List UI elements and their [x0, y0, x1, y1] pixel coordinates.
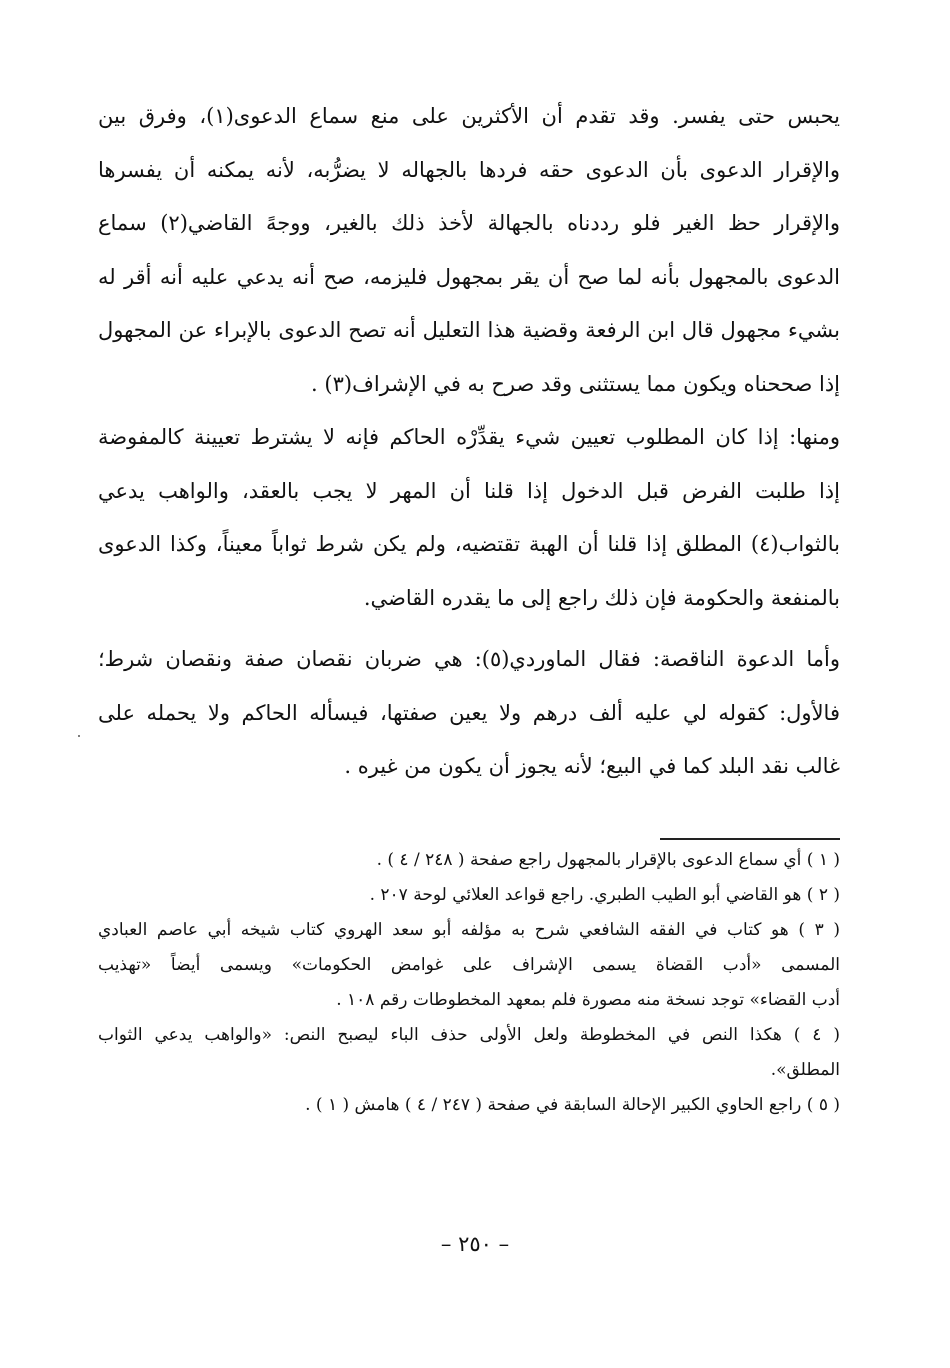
footnote-line: ( ٣ ) هو كتاب في الفقه الشافعي شرح به مؤلفه أبو سعد الهروي كتاب شيخه أبي عاصم العبادي	[98, 920, 840, 940]
footnote-separator	[660, 838, 840, 840]
text-line: غالب نقد البلد كما في البيع؛ لأنه يجوز أن يكون من غيره .	[344, 754, 840, 778]
paragraph-3	[98, 633, 840, 794]
scan-speck	[78, 735, 80, 737]
text-line: ومنها: إذا كان المطلوب تعيين شيء يقدِّرْه الحاكم فإنه لا يشترط تعيينة كالمفوضة	[98, 425, 840, 449]
footnote-line: ( ٤ ) هكذا النص في المخطوطة ولعل الأولى حذف الباء ليصبح النص: «والواهب يدعي الثواب	[98, 1025, 840, 1045]
text-line: إذا صححناه ويكون مما يستثنى وقد صرح به في الإشراف(٣) .	[311, 371, 840, 396]
page-number: – ٢٥٠ –	[440, 1232, 510, 1256]
paragraph-1	[98, 90, 840, 411]
text-line: يحبس حتى يفسر. وقد تقدم أن الأكثرين على منع سماع الدعوى(١)، وفرق بين	[98, 104, 840, 128]
footnote-line: ( ٥ ) راجع الحاوي الكبير الإحالة السابقة في صفحة ( ٢٤٧ / ٤ ) هامش ( ١ ) .	[305, 1095, 840, 1115]
text-line: الدعوى بالمجهول بأنه لما صح أن يقر بمجهول فليزمه، صح أنه يدعي عليه أنه أقر له	[98, 264, 840, 289]
footnote-line: أدب القضاء» توجد نسخة منه مصورة فلم بمعهد المخطوطات رقم ١٠٨ .	[336, 990, 840, 1010]
footnote-line: ( ١ ) أي سماع الدعوى بالإقرار بالمجهول راجع صفحة ( ٢٤٨ / ٤ ) .	[376, 850, 840, 870]
paragraph-2	[98, 411, 840, 625]
footnote-line: المطلق».	[770, 1060, 840, 1080]
text-line: بالمنفعة والحكومة فإن ذلك راجع إلى ما يقدره القاضي.	[363, 585, 840, 610]
footnote-2	[98, 878, 840, 913]
text-line: والإقرار الدعوى بأن الدعوى حقه فردها بالجهاله لا يضرُّبه، لأنه يمكنه أن يفسرها	[98, 157, 840, 182]
text-line: إذا طلبت الفرض قبل الدخول إذا قلنا أن المهر لا يجب بالعقد، والواهب يدعي	[98, 478, 840, 503]
footnote-3	[98, 913, 840, 1018]
text-line: والإقرار حظ الغير فلو رددناه بالجهالة لأخذ ذلك بالغير، ووجهً القاضي(٢) سماع	[98, 211, 840, 235]
footnotes	[98, 843, 840, 1123]
text-line: بالثواب(٤) المطلق إذا قلنا أن الهبة تقتضيه، ولم يكن شرط ثواباً معيناً، وكذا الدعوى	[98, 532, 840, 556]
text-line: بشيء مجهول قال ابن الرفعة وقضية هذا التعليل أنه تصح الدعوى بالإبراء عن المجهول	[98, 318, 840, 342]
footnote-line: المسمى «أدب القضاة يسمى الإشراف على غوامض الحكومات» ويسمى أيضاً «تهذيب	[98, 955, 840, 975]
footnote-1	[98, 843, 840, 878]
footnote-5	[98, 1088, 840, 1123]
footnote-4	[98, 1018, 840, 1088]
text-line: فالأول: كقوله لي عليه ألف درهم ولا يعين صفتها، فيسأله الحاكم ولا يحمله على	[98, 700, 840, 725]
text-line: وأما الدعوة الناقصة: فقال الماوردي(٥): هي ضربان نقصان صفة ونقصان شرط؛	[98, 647, 840, 671]
footnote-line: ( ٢ ) هو القاضي أبو الطيب الطبري. راجع قواعد العلائي لوحة ٢٠٧ .	[369, 885, 840, 905]
